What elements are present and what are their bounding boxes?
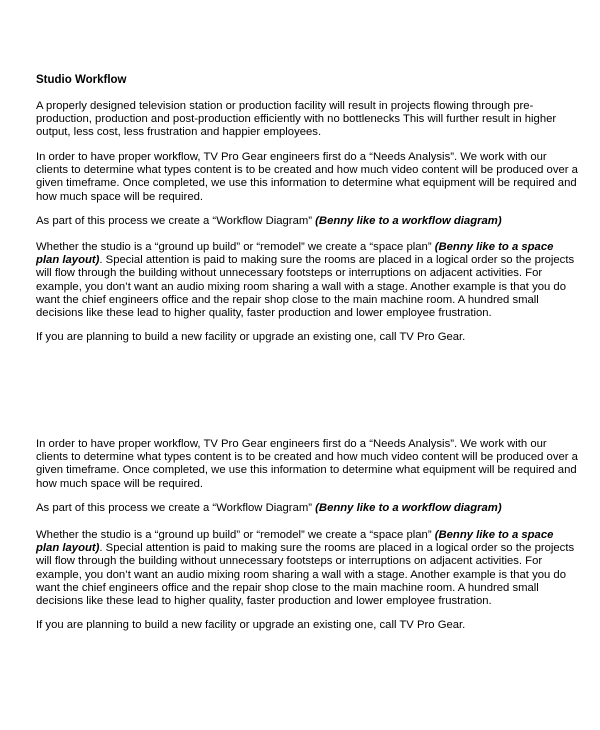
space-plan-paragraph [36, 529, 576, 608]
space-plan-placeholder-note: plan layout) [36, 542, 100, 555]
paragraph-line: how much space will be required. [36, 477, 204, 490]
paragraph-line: In order to have proper workflow, TV Pro Gear engineers first do a “Needs Analysis”. We work with our [36, 438, 547, 450]
paragraph-line: In order to have proper workflow, TV Pro Gear engineers first do a “Needs Analysis”. We work with our [36, 151, 547, 163]
paragraph-line: clients to determine what types content is to be created and how much video content will be produced over a [36, 164, 578, 177]
paragraph-line [36, 529, 576, 542]
closing-paragraph [36, 331, 576, 344]
paragraph-line: will flow through the building without unnecessary footsteps or interruptions on adjacent activities. For [36, 267, 543, 280]
space-plan-text: . Special attention is paid to making sure the rooms are placed in a logical order so the projects [99, 542, 575, 555]
space-plan-paragraph [36, 241, 576, 320]
paragraph-line: If you are planning to build a new facility or upgrade an existing one, call TV Pro Gear. [36, 331, 466, 343]
space-plan-placeholder-note: (Benny like to a space [434, 529, 554, 541]
intro-line: A properly designed television station or production facility will result in projects flowing through pre- [36, 100, 534, 112]
diagram-placeholder-note: (Benny like to a workflow diagram) [315, 215, 502, 227]
intro-paragraph [36, 100, 576, 140]
paragraph-line: example, you don’t want an audio mixing room sharing a wall with a stage. Another example is that you do [36, 280, 566, 293]
paragraph-line [36, 502, 576, 515]
paragraph-line [36, 215, 576, 228]
diagram-text: As part of this process we create a “Workflow Diagram” [36, 215, 313, 227]
document-title: Studio Workflow [36, 74, 127, 86]
diagram-text: As part of this process we create a “Workflow Diagram” [36, 502, 313, 514]
paragraph-line: example, you don’t want an audio mixing room sharing a wall with a stage. Another example is that you do [36, 568, 566, 581]
diagram-placeholder-note: (Benny like to a workflow diagram) [315, 502, 502, 514]
paragraph-line [36, 254, 576, 267]
paragraph-line: will flow through the building without unnecessary footsteps or interruptions on adjacent activities. For [36, 555, 543, 568]
space-plan-text: . Special attention is paid to making sure the rooms are placed in a logical order so the projects [99, 254, 575, 267]
paragraph-line: If you are planning to build a new facility or upgrade an existing one, call TV Pro Gear. [36, 619, 466, 631]
paragraph-line: want the chief engineers office and the repair shop close to the main machine room. A hundred small [36, 293, 539, 306]
intro-line: output, less cost, less frustration and happier employees. [36, 126, 322, 139]
workflow-diagram-paragraph [36, 502, 576, 515]
paragraph-line: given timeframe. Once completed, we use this information to determine what equipment will be required and [36, 464, 577, 477]
needs-analysis-paragraph [36, 438, 576, 491]
closing-paragraph [36, 619, 576, 632]
paragraph-line [36, 542, 576, 555]
space-plan-text: Whether the studio is a “ground up build” or “remodel” we create a “space plan” [36, 529, 432, 541]
paragraph-line: clients to determine what types content is to be created and how much video content will be produced over a [36, 451, 578, 464]
needs-analysis-paragraph [36, 151, 576, 204]
paragraph-line: given timeframe. Once completed, we use this information to determine what equipment will be required and [36, 177, 577, 190]
paragraph-line: decisions like these lead to higher quality, faster production and lower employee frustration. [36, 595, 492, 608]
paragraph-line: decisions like these lead to higher quality, faster production and lower employee frustration. [36, 307, 492, 320]
space-plan-placeholder-note: (Benny like to a space [434, 241, 554, 253]
paragraph-line: want the chief engineers office and the repair shop close to the main machine room. A hundred small [36, 581, 539, 594]
workflow-diagram-paragraph [36, 215, 576, 228]
intro-line: production, production and post-production efficiently with no bottlenecks This will further result in higher [36, 113, 557, 126]
space-plan-placeholder-note: plan layout) [36, 254, 100, 267]
space-plan-text: Whether the studio is a “ground up build” or “remodel” we create a “space plan” [36, 241, 432, 253]
paragraph-line: how much space will be required. [36, 190, 204, 203]
paragraph-line [36, 241, 576, 254]
